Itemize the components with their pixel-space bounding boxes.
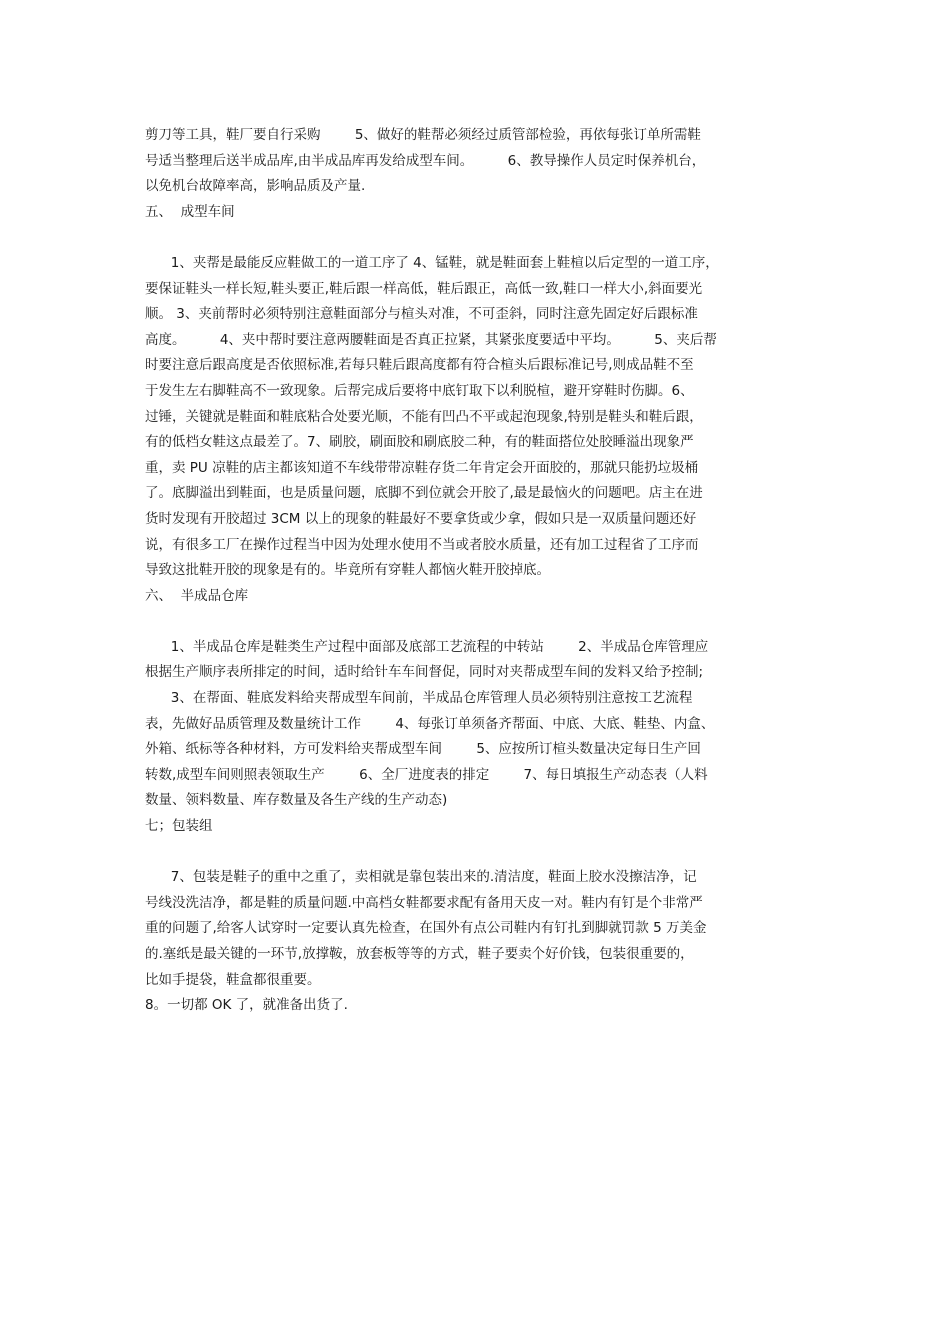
paragraph-line: 7、包装是鞋子的重中之重了，卖相就是靠包装出来的.清洁度，鞋面上胶水没擦洁净，记 (145, 869, 697, 886)
paragraph-line: 号适当整理后送半成品库,由半成品库再发给成型车间。 6、教导操作人员定时保养机台， (145, 152, 706, 169)
section-heading-forming: 五、 成型车间 (145, 203, 235, 220)
paragraph-line: 表，先做好品质管理及数量统计工作 4、每张订单须备齐帮面、中底、大底、鞋垫、内盒、 (145, 715, 715, 732)
paragraph-line: 数量、领料数量、库存数量及各生产线的生产动态) (145, 792, 448, 809)
paragraph-line: 以免机台故障率高，影响品质及产量. (145, 178, 366, 195)
paragraph-line: 高度。 4、夹中帮时要注意两腰鞋面是否真正拉紧，其紧张度要适中平均。 5、夹后帮 (145, 331, 717, 348)
paragraph-line: 1、半成品仓库是鞋类生产过程中面部及底部工艺流程的中转站 2、半成品仓库管理应 (145, 638, 709, 655)
blank-line (145, 225, 815, 251)
paragraph-line: 重，卖 PU 凉鞋的店主都该知道不车线带带凉鞋存货二年肯定会开面胶的，那就只能扔垃圾桶 (145, 459, 699, 476)
paragraph-line: 外箱、纸标等各种材料，方可发料给夹帮成型车间 5、应按所订楦头数量决定每日生产回 (145, 741, 701, 758)
closing-line: 8。一切都 OK 了，就准备出货了. (145, 997, 348, 1014)
paragraph-line: 比如手提袋，鞋盒都很重要。 (145, 971, 321, 988)
paragraph-line: 有的低档女鞋这点最差了。7、刷胶，刷面胶和刷底胶二种，有的鞋面搭位处胶睡溢出现象严 (145, 434, 694, 451)
section-heading-semi-finished-warehouse: 六、 半成品仓库 (145, 587, 249, 604)
paragraph-line: 1、夹帮是最能反应鞋做工的一道工序了 4、锰鞋，就是鞋面套上鞋楦以后定型的一道工序， (145, 254, 719, 271)
paragraph-line: 导致这批鞋开胶的现象是有的。毕竟所有穿鞋人都恼火鞋开胶掉底。 (145, 562, 550, 579)
paragraph-line: 剪刀等工具，鞋厂要自行采购 5、做好的鞋帮必须经过质管部检验，再依每张订单所需鞋 (145, 127, 701, 143)
paragraph-line: 顺。 3、夹前帮时必须特别注意鞋面部分与楦头对准，不可歪斜，同时注意先固定好后跟标准 (145, 306, 698, 323)
blank-line (145, 609, 815, 635)
paragraph-line: 说，有很多工厂在操作过程当中因为处理水使用不当或者胶水质量，还有加工过程省了工序而 (145, 536, 699, 553)
paragraph-line: 时要注意后跟高度是否依照标准,若每只鞋后跟高度都有符合楦头后跟标准记号,则成品鞋不至 (145, 357, 694, 374)
paragraph-line: 3、在帮面、鞋底发料给夹帮成型车间前，半成品仓库管理人员必须特别注意按工艺流程 (145, 690, 693, 707)
paragraph-line: 于发生左右脚鞋高不一致现象。后帮完成后要将中底钉取下以利脱楦，避开穿鞋时伤脚。6、 (145, 382, 694, 399)
paragraph-line: 转数,成型车间则照表领取生产 6、全厂进度表的排定 7、每日填报生产动态表（人料 (145, 766, 708, 783)
paragraph-line: 货时发现有开胶超过 3CM 以上的现象的鞋最好不要拿货或少拿，假如只是一双质量问题还好 (145, 510, 697, 527)
paragraph-line: 号线没洗洁净，都是鞋的质量问题.中高档女鞋都要求配有备用天皮一对。鞋内有钉是个非常严 (145, 894, 703, 911)
paragraph-line: 要保证鞋头一样长短,鞋头要正,鞋后跟一样高低，鞋后跟正，高低一致,鞋口一样大小,斜面要光 (145, 280, 703, 297)
paragraph-line: 过锤，关键就是鞋面和鞋底粘合处要光顺，不能有凹凸不平或起泡现象,特别是鞋头和鞋后跟， (145, 408, 703, 425)
document-page (145, 123, 815, 1019)
paragraph-line: 了。底脚溢出到鞋面，也是质量问题，底脚不到位就会开胶了,最是最恼火的问题吧。店主在进 (145, 485, 703, 502)
paragraph-line: 根据生产顺序表所排定的时间，适时给针车车间督促，同时对夹帮成型车间的发料又给予控制; (145, 664, 704, 681)
section-heading-packaging: 七；包装组 (145, 818, 213, 835)
paragraph-line: 重的问题了,给客人试穿时一定要认真先检查，在国外有点公司鞋内有钉扎到脚就罚款 5 万美金 (145, 920, 707, 937)
blank-line (145, 840, 815, 866)
paragraph-line: 的.塞纸是最关键的一环节,放撑鞍，放套板等等的方式，鞋子要卖个好价钱，包装很重要的， (145, 946, 694, 962)
